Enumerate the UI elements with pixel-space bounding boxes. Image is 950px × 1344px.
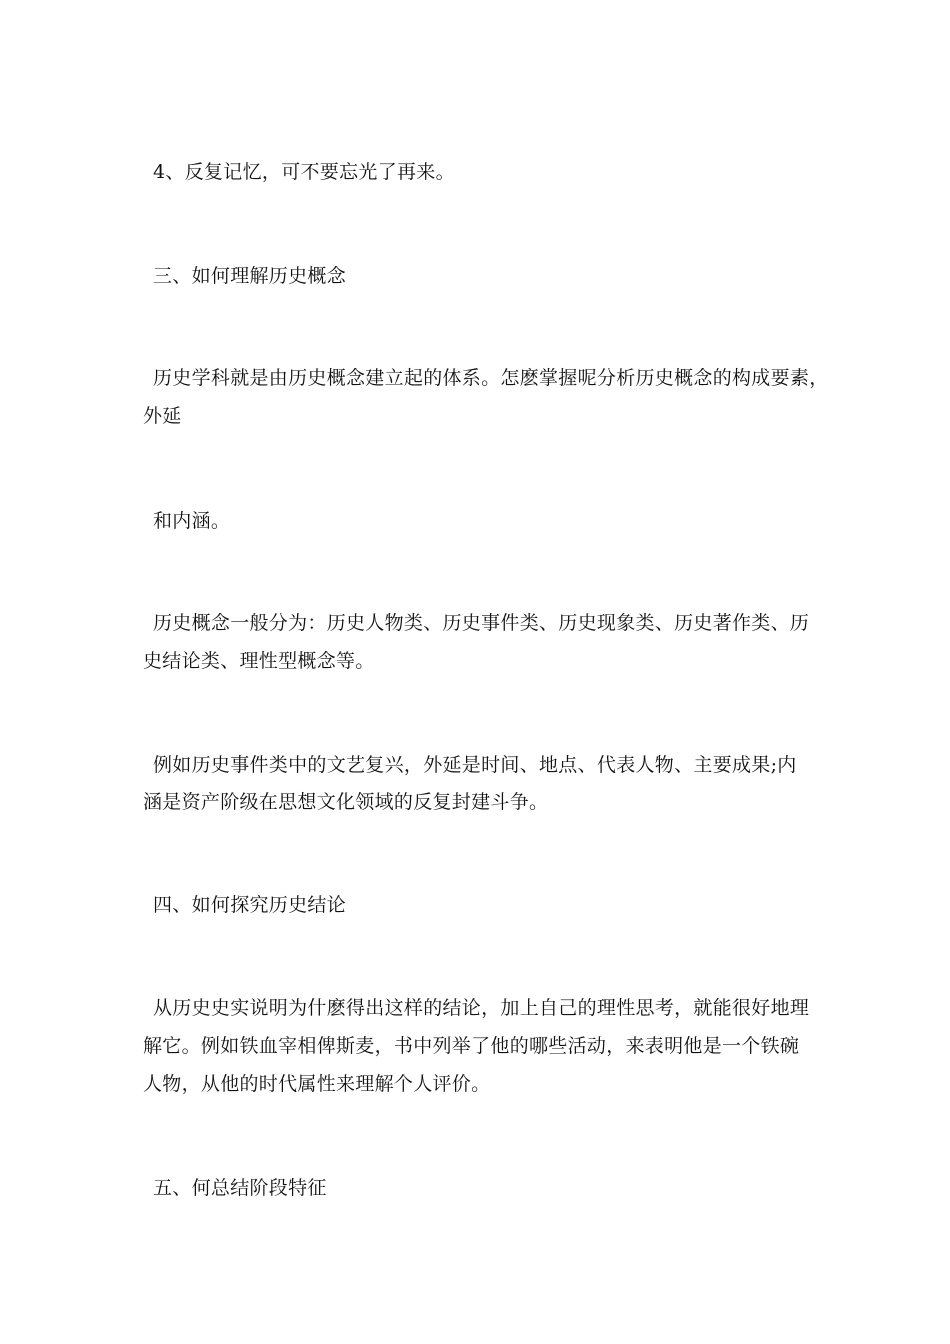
paragraph-categories-line-1: 历史概念一般分为：历史人物类、历史事件类、历史现象类、历史著作类、历 [153,612,810,634]
section-heading-5: 五、何总结阶段特征 [153,1177,327,1199]
paragraph-example-line-1: 例如历史事件类中的文艺复兴，外延是时间、地点、代表人物、主要成果;内 [153,754,797,776]
section-heading-3: 三、如何理解历史概念 [153,265,347,287]
paragraph-conclusion-line-3: 人物，从他的时代属性来理解个人评价。 [143,1073,491,1095]
paragraph-categories-line-2: 史结论类、理性型概念等。 [143,650,375,672]
paragraph-conclusion-line-2: 解它。例如铁血宰相俾斯麦，书中列举了他的哪些活动，来表明他是一个铁碗 [143,1035,800,1057]
section-heading-4: 四、如何探究历史结论 [153,894,347,916]
paragraph-conclusion-line-1: 从历史史实说明为什麽得出这样的结论，加上自己的理性思考，就能很好地理 [153,997,810,1019]
paragraph-concept-line-1: 历史学科就是由历史概念建立起的体系。怎麽掌握呢分析历史概念的构成要素， [153,367,829,389]
paragraph-concept-line-2: 外延 [143,405,182,427]
paragraph-memory-tip: 4、反复记忆，可不要忘光了再来。 [153,161,455,183]
paragraph-example-line-2: 涵是资产阶级在思想文化领域的反复封建斗争。 [143,791,549,813]
paragraph-connotation: 和内涵。 [153,510,231,532]
